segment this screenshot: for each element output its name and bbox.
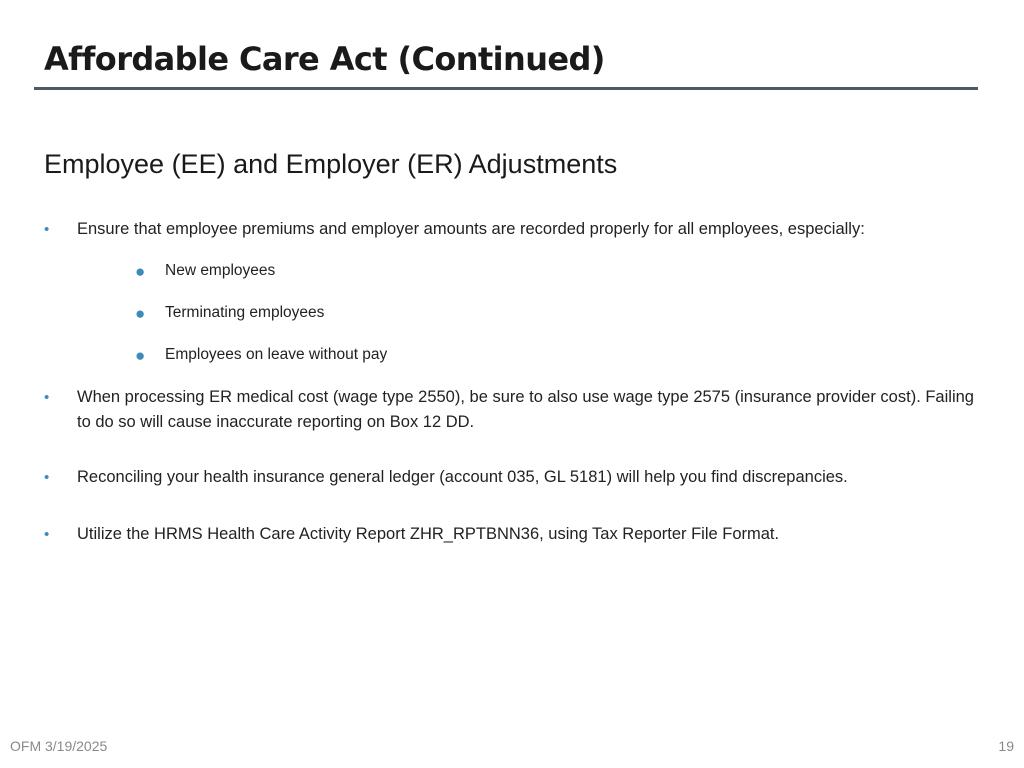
sub-bullet-item [135,258,984,283]
sub-bullet-dot-icon: ● [135,262,146,281]
bullet-dot-icon: • [44,526,50,543]
bullet-item [44,465,984,490]
title-divider [34,87,978,90]
sub-bullet-item [135,300,984,325]
sub-bullet-text: Employees on leave without pay [165,346,388,363]
page-number: 19 [998,738,1014,754]
bullet-list [44,217,984,547]
section-heading: Employee (EE) and Employer (ER) Adjustments [44,149,618,179]
bullet-item [44,522,984,547]
sub-bullet-text: New employees [165,262,276,279]
bullet-text: Utilize the HRMS Health Care Activity Report ZHR_RPTBNN36, using Tax Reporter File Format. [77,525,780,543]
sub-list-container [44,258,984,367]
bullet-item [44,385,984,435]
bullet-dot-icon: • [44,389,50,406]
bullet-text: Reconciling your health insurance general ledger (account 035, GL 5181) will help you find discrepancies. [77,468,848,486]
sub-bullet-item [135,342,984,367]
sub-bullet-dot-icon: ● [135,304,146,323]
sub-bullet-list [44,258,984,367]
footer-date: OFM 3/19/2025 [10,738,108,754]
slide-title: Affordable Care Act (Continued) [44,40,605,78]
sub-bullet-text: Terminating employees [165,304,325,321]
bullet-text: Ensure that employee premiums and employer amounts are recorded properly for all employees, especially: [77,220,865,238]
sub-bullet-dot-icon: ● [135,346,146,365]
bullet-text: When processing ER medical cost (wage type 2550), be sure to also use wage type 2575 (insurance provider cost). Failing to do so will cause inaccurate reporting on Box 12 DD. [77,388,974,431]
bullet-item [44,217,984,242]
bullet-dot-icon: • [44,469,50,486]
bullet-dot-icon: • [44,221,50,238]
